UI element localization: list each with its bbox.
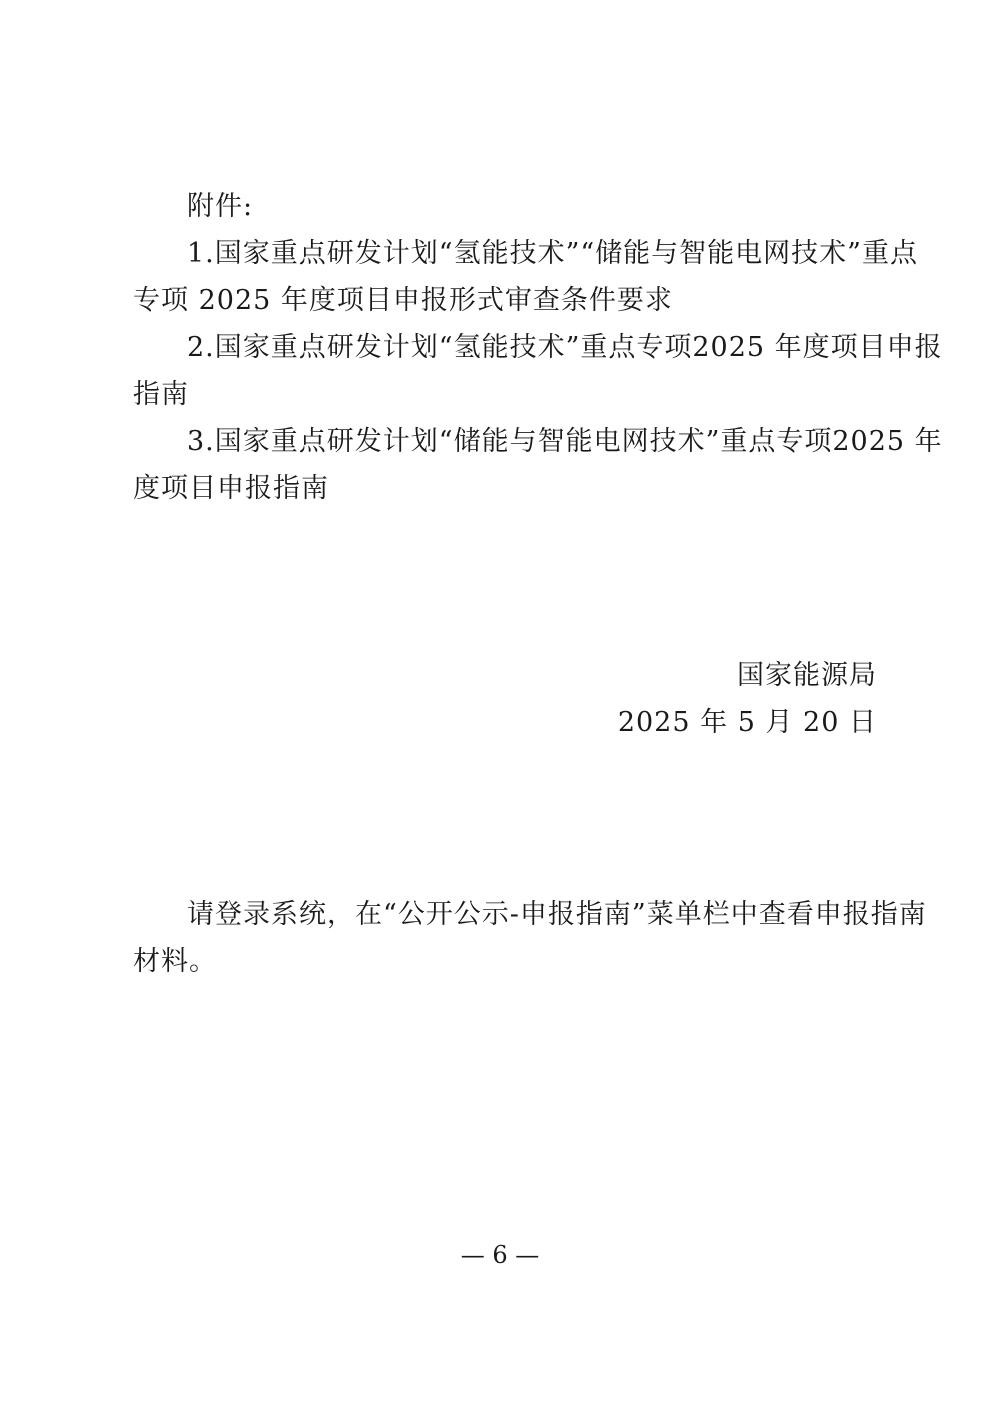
attachment-item-2-line-1: 2.国家重点研发计划“氢能技术”重点专项2025 年度项目申报 (187, 332, 943, 363)
attachment-item-1-line-1: 1.国家重点研发计划“氢能技术”“储能与智能电网技术”重点 (187, 238, 918, 269)
attachment-item-3-line-1: 3.国家重点研发计划“储能与智能电网技术”重点专项2025 年 (187, 426, 943, 457)
page-number: — 6 — (460, 1241, 540, 1269)
attachment-item-1-line-2: 专项 2025 年度项目申报形式审查条件要求 (133, 285, 673, 316)
attachment-item-3-line-2: 度项目申报指南 (133, 473, 329, 504)
attachment-item-2-line-2: 指南 (133, 379, 189, 410)
attachments-heading: 附件: (187, 191, 254, 222)
issuer-name: 国家能源局 (737, 660, 877, 691)
notice-line-1: 请登录系统，在“公开公示-申报指南”菜单栏中查看申报指南 (187, 899, 927, 930)
notice-line-2: 材料。 (133, 946, 217, 977)
issue-date: 2025 年 5 月 20 日 (617, 707, 877, 738)
